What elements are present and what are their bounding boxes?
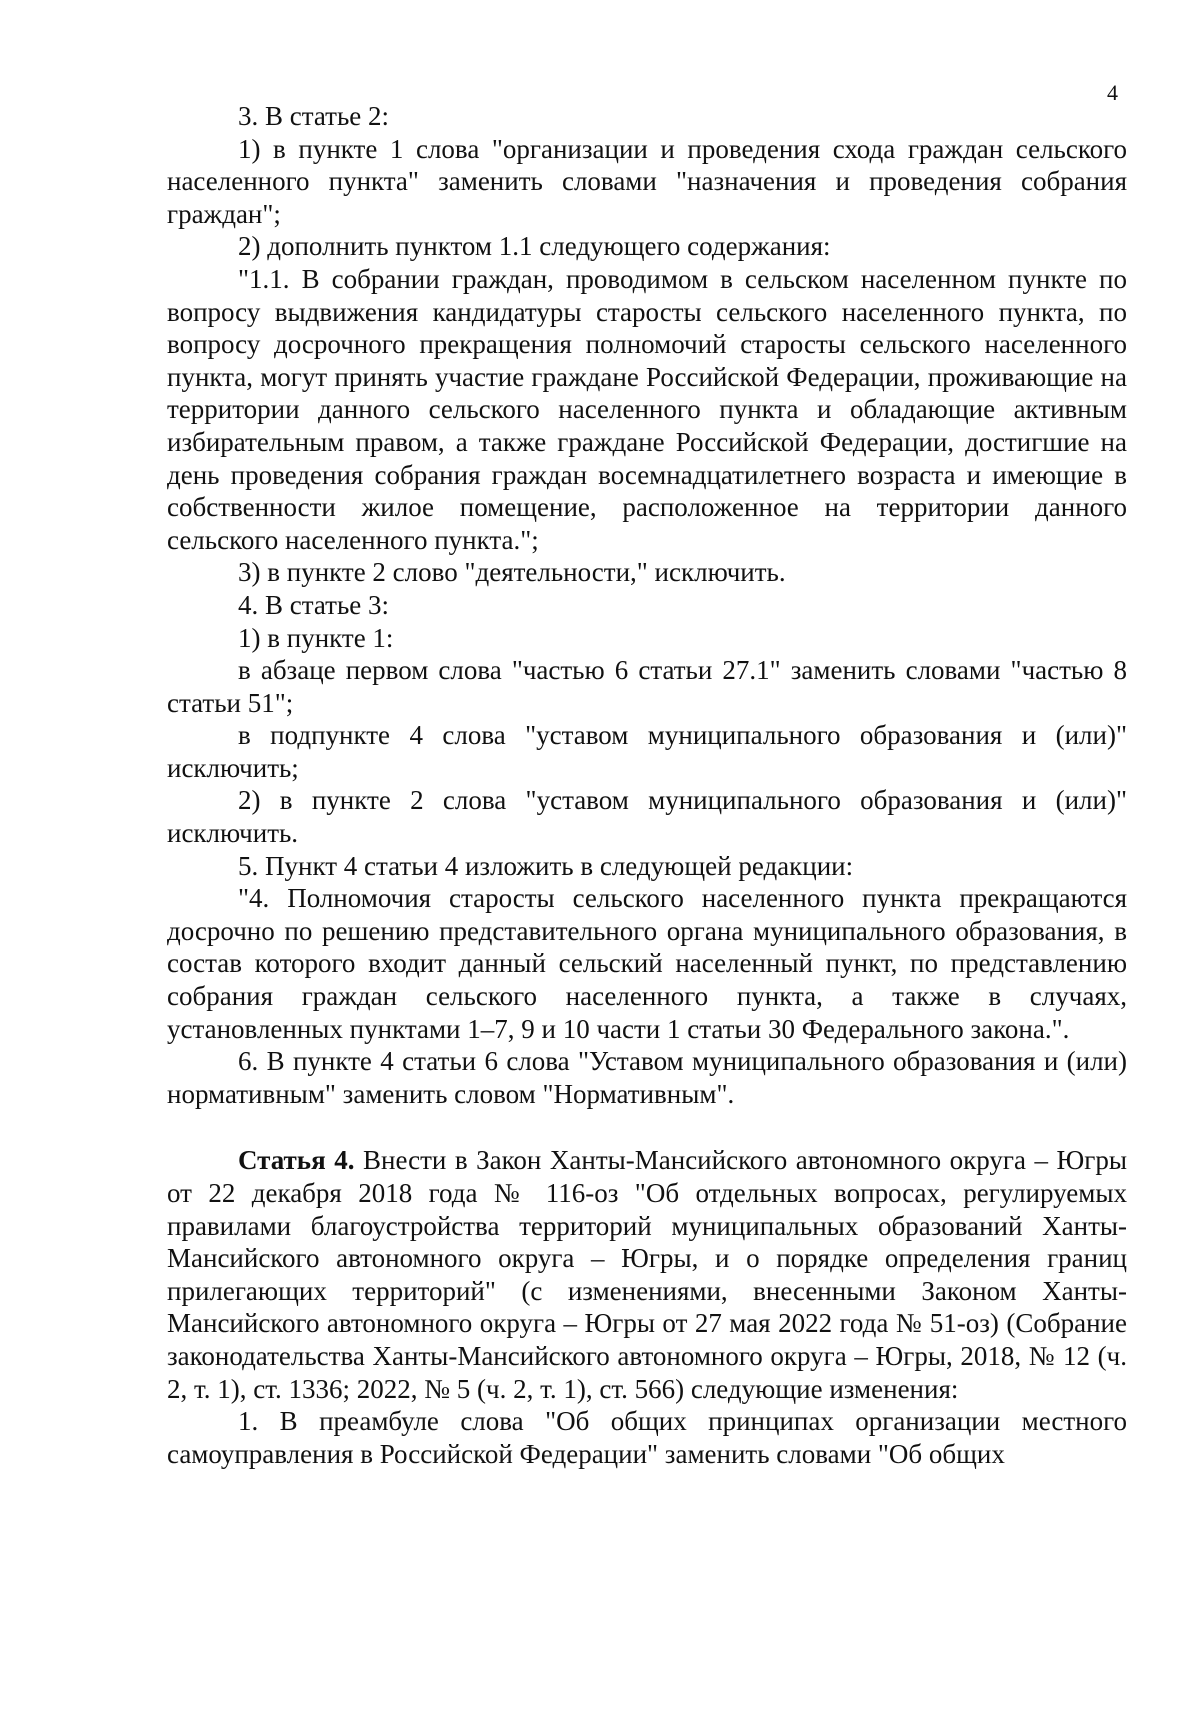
paragraph-preamble-change: 1. В преамбуле слова "Об общих принципах организации местного самоуправления в Российской Федерации" заменить словами "Об общих bbox=[167, 1406, 1127, 1469]
article-4-label: Статья 4. bbox=[238, 1145, 355, 1176]
paragraph-item-2: 2) дополнить пунктом 1.1 следующего содержания: bbox=[238, 231, 831, 262]
paragraph-article-4 bbox=[167, 1144, 1127, 1405]
article-4-text: Внести в Закон Ханты-Мансийского автономного округа – Югры от 22 декабря 2018 года № 116-оз "Об отдельных вопросах, регулируемых правилами благоустройства территорий муниципальных образований Ханты-Мансийского автономного округа – Югры, и о порядке определения границ прилегающих территорий" (с изменениями, внесенными Законом Ханты-Мансийского автономного округа – Югры от 27 мая 2022 года № 51-оз) (Собрание законодательства Ханты-Мансийского автономного округа – Югры, 2018, № 12 (ч. 2, т. 1), ст. 1336; 2022, № 5 (ч. 2, т. 1), ст. 566) следующие изменения: bbox=[167, 1145, 1127, 1404]
paragraph-subpoint-4: в подпункте 4 слова "уставом муниципального образования и (или)" исключить; bbox=[167, 720, 1127, 783]
paragraph-point-1-1: "1.1. В собрании граждан, проводимом в сельском населенном пункте по вопросу выдвижения кандидатуры старосты сельского населенного пункта, по вопросу досрочного прекращения полномочий старосты сельского населенного пункта, могут принять участие граждане Российской Федерации, проживающие на территории данного сельского населенного пункта и обладающие активным избирательным правом, а также граждане Российской Федерации, достигшие на день проведения собрания граждан восемнадцатилетнего возраста и имеющие в собственности жилое помещение, расположенное на территории данного сельского населенного пункта."; bbox=[167, 263, 1127, 555]
paragraph-powers-termination: "4. Полномочия старосты сельского населенного пункта прекращаются досрочно по решению представительного органа муниципального образования, в состав которого входит данный сельский населенный пункт, по представлению собрания граждан сельского населенного пункта, а также в случаях, установленных пунктами 1–7, 9 и 10 части 1 статьи 30 Федерального закона.". bbox=[167, 883, 1127, 1044]
document-body bbox=[167, 100, 1127, 1470]
paragraph-point-5: 5. Пункт 4 статьи 4 изложить в следующей редакции: bbox=[238, 850, 854, 881]
paragraph-point-1: 1) в пункте 1: bbox=[238, 622, 394, 653]
paragraph-article3-heading: 3. В статье 2: bbox=[238, 101, 390, 131]
section-gap bbox=[167, 1110, 1127, 1144]
paragraph-first-abzac: в абзаце первом слова "частью 6 статьи 27.1" заменить словами "частью 8 статьи 51"; bbox=[167, 655, 1127, 718]
page-number: 4 bbox=[1107, 80, 1118, 105]
paragraph-point-6: 6. В пункте 4 статьи 6 слова "Уставом муниципального образования и (или) нормативным" заменить словом "Нормативным". bbox=[167, 1046, 1127, 1109]
paragraph-point-2: 2) в пункте 2 слова "уставом муниципального образования и (или)" исключить. bbox=[167, 785, 1127, 849]
paragraph-item-1: 1) в пункте 1 слова "организации и проведения схода граждан сельского населенного пункта" заменить словами "назначения и проведения собрания граждан"; bbox=[167, 133, 1127, 229]
paragraph-item-3: 3) в пункте 2 слово "деятельности," исключить. bbox=[238, 557, 786, 588]
paragraph-article3-section: 4. В статье 3: bbox=[238, 589, 390, 620]
